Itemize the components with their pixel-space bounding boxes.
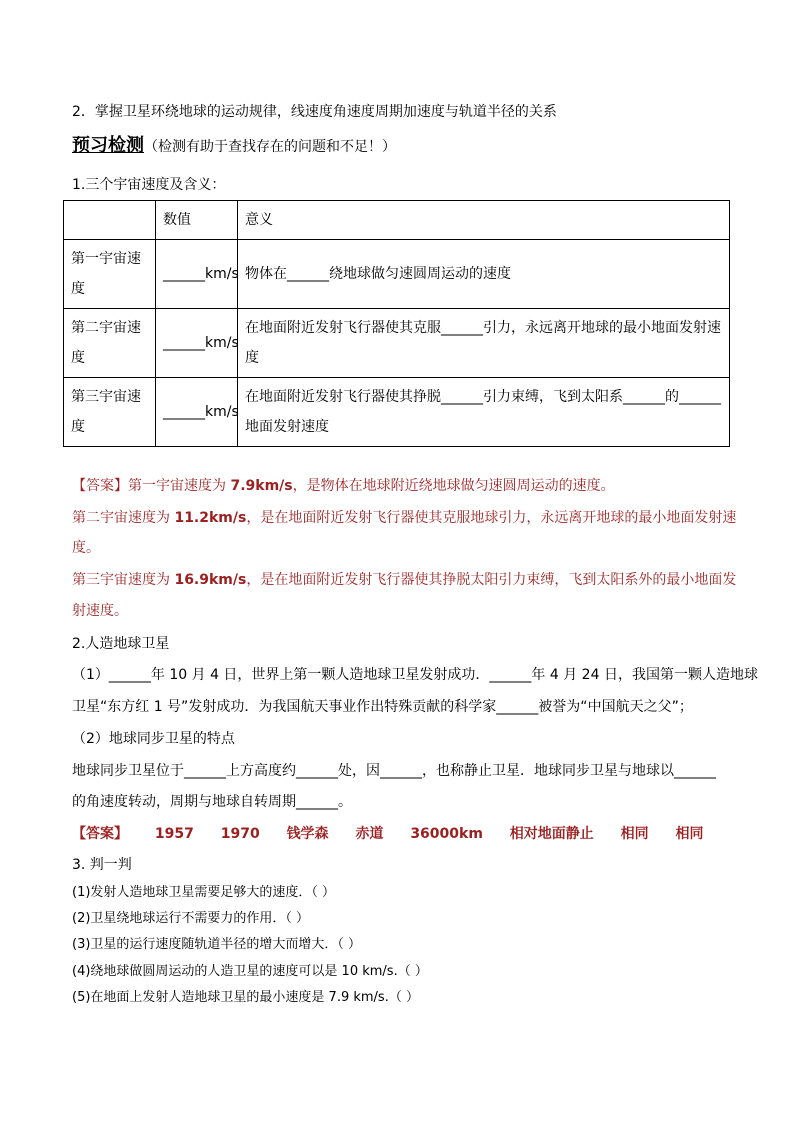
- velocity-meaning: 在地面附近发射飞行器使其克服______引力，永远离开地球的最小地面发射速度: [238, 309, 730, 378]
- table-header-cell: [64, 201, 156, 240]
- q1-answer-line-3: 度。: [72, 540, 100, 556]
- table-row: [64, 309, 730, 378]
- answer-value: 相同: [620, 826, 649, 842]
- judge-item: (1)发射人造地球卫星需要足够大的速度．（ ）: [72, 885, 336, 900]
- q1-answer-line-4: [72, 570, 736, 590]
- q1-answer-line-2: [72, 508, 736, 528]
- answer-text: ，是在地面附近发射飞行器使其克服地球引力，永远离开地球的最小地面发射速: [246, 510, 737, 526]
- answer-value: 36000km: [410, 826, 483, 842]
- velocity-meaning: 物体在______绕地球做匀速圆周运动的速度: [238, 240, 730, 309]
- answer-label: 【答案】: [72, 478, 128, 494]
- answer-value: 钱学森: [286, 826, 329, 842]
- answer-value: 赤道: [355, 826, 384, 842]
- answer-value: 16.9km/s: [174, 572, 247, 588]
- table-header-row: [64, 201, 730, 240]
- q1-answer-line-5: 射速度。: [72, 603, 128, 619]
- table-header-cell: 数值: [156, 201, 238, 240]
- answer-label: 【答案】: [72, 826, 128, 842]
- q1-answer-line-1: [72, 476, 615, 496]
- cosmic-velocity-table: [63, 200, 730, 447]
- section-title: 预习检测: [72, 135, 144, 156]
- answer-text: ，是物体在地球附近绕地球做匀速圆周运动的速度。: [292, 478, 615, 494]
- velocity-name: 第一宇宙速度: [64, 240, 156, 309]
- section-note: （检测有助于查找存在的问题和不足！）: [144, 139, 396, 155]
- answer-value: 1957: [154, 826, 194, 842]
- q2-answer-row: [72, 824, 726, 844]
- answer-text: ，是在地面附近发射飞行器使其挣脱太阳引力束缚，飞到太阳系外的最小地面发: [246, 572, 737, 588]
- q2-p1-line1: （1）______年 10 月 4 日，世界上第一颗人造地球卫星发射成功．______年 4 月 24 日，我国第一颗人造地球: [72, 667, 758, 683]
- q1-title: 1.三个宇宙速度及含义：: [72, 177, 226, 193]
- q2-p2-title: （2）地球同步卫星的特点: [72, 731, 235, 747]
- velocity-value: ______km/s: [156, 309, 238, 378]
- q2-title: 2.人造地球卫星: [72, 636, 170, 652]
- answer-value: 11.2km/s: [174, 510, 247, 526]
- velocity-value: ______km/s: [156, 240, 238, 309]
- answer-text: 第二宇宙速度为: [72, 510, 175, 526]
- table-row: [64, 378, 730, 447]
- answer-value: 相同: [675, 826, 704, 842]
- judge-item: (4)绕地球做圆周运动的人造卫星的速度可以是 10 km/s.（ ）: [72, 964, 428, 979]
- answer-value: 相对地面静止: [509, 826, 594, 842]
- judge-item: (2)卫星绕地球运行不需要力的作用．（ ）: [72, 911, 310, 926]
- answer-text: 第一宇宙速度为: [128, 478, 231, 494]
- velocity-name: 第三宇宙速度: [64, 378, 156, 447]
- objective-2: 2．掌握卫星环绕地球的运动规律，线速度角速度周期加速度与轨道半径的关系: [72, 104, 557, 120]
- velocity-name: 第二宇宙速度: [64, 309, 156, 378]
- answer-value: 7.9km/s: [230, 478, 293, 494]
- q2-p1-line2: 卫星“东方红 1 号”发射成功．为我国航天事业作出特殊贡献的科学家______被誉为“中国航天之父”；: [72, 699, 693, 715]
- q2-p2-line2: 的角速度转动，周期与地球自转周期______。: [72, 794, 352, 810]
- answer-value: 1970: [220, 826, 260, 842]
- velocity-meaning: 在地面附近发射飞行器使其挣脱______引力束缚，飞到太阳系______的______地面发射速度: [238, 378, 730, 447]
- judge-item: (5)在地面上发射人造地球卫星的最小速度是 7.9 km/s.（ ）: [72, 990, 419, 1005]
- q3-title: 3. 判一判: [72, 857, 132, 873]
- answer-text: 第三宇宙速度为: [72, 572, 175, 588]
- velocity-value: ______km/s: [156, 378, 238, 447]
- table-row: [64, 240, 730, 309]
- q2-p2-line1: 地球同步卫星位于______上方高度约______处，因______，也称静止卫星．地球同步卫星与地球以______: [72, 763, 716, 779]
- table-header-cell: 意义: [238, 201, 730, 240]
- section-heading: [72, 136, 396, 157]
- judge-item: (3)卫星的运行速度随轨道半径的增大而增大．（ ）: [72, 937, 362, 952]
